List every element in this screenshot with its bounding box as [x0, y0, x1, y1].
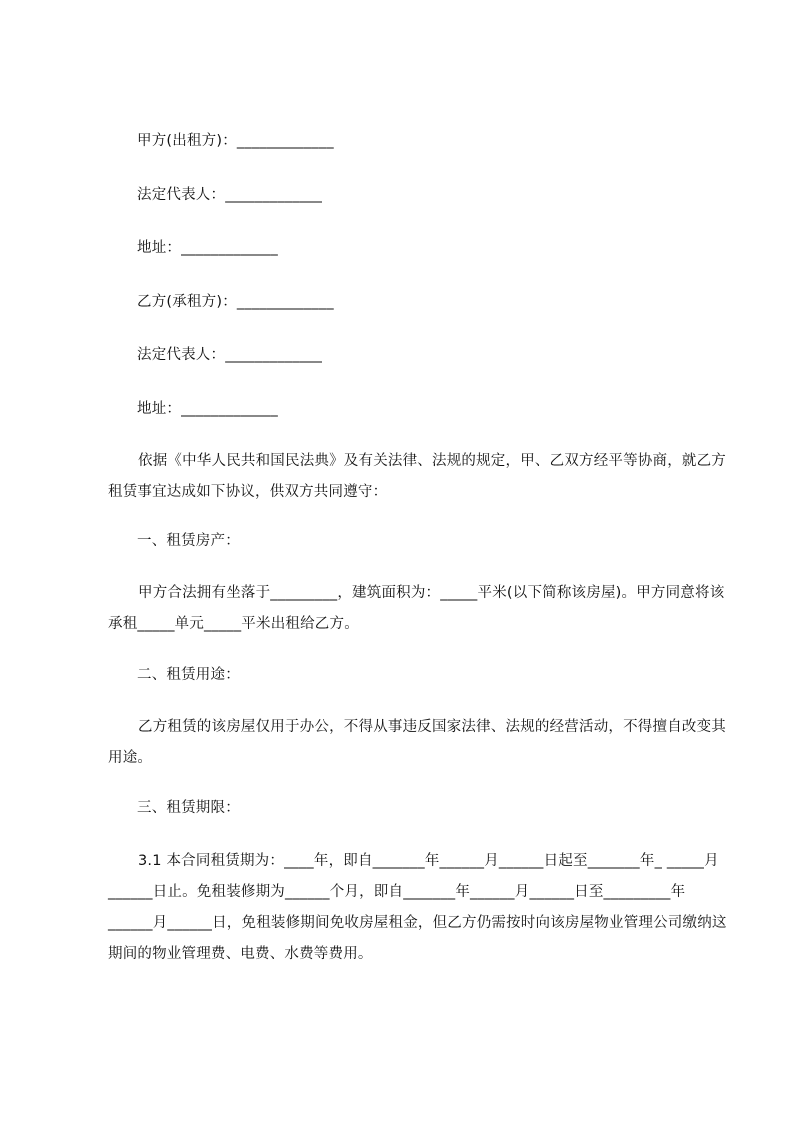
- section2-paragraph: 乙方租赁的该房屋仅用于办公，不得从事违反国家法律、法规的经营活动，不得擅自改变其用途。: [108, 719, 726, 766]
- party-b-representative: 法定代表人：_____________: [137, 347, 323, 363]
- preamble-paragraph: 依据《中华人民共和国民法典》及有关法律、法规的规定，甲、乙双方经平等协商，就乙方租赁事宜达成如下协议，供双方共同遵守：: [108, 453, 726, 500]
- section1-heading: 一、租赁房产：: [137, 533, 240, 549]
- section3-paragraph: 3.1 本合同租赁期为：____年，即自_______年______月______日起至_______年_ _____月______日止。免租装修期为______个月，即自_______年______月______日至_________年______月______日，免租装修期间免收房屋租金，但乙方仍需按时向该房屋物业管理公司缴纳这期间的物业管理费、电费、水费等费用。: [108, 853, 727, 962]
- party-a-address: 地址：_____________: [137, 240, 278, 256]
- section1-paragraph: 甲方合法拥有坐落于_________，建筑面积为：_____平米(以下简称该房屋)。甲方同意将该承租_____单元_____平米出租给乙方。: [108, 585, 725, 632]
- section3-heading: 三、租赁期限：: [137, 800, 240, 816]
- party-a-representative: 法定代表人：_____________: [137, 187, 323, 203]
- section2-heading: 二、租赁用途：: [137, 667, 240, 683]
- party-a-label: 甲方(出租方)：_____________: [137, 133, 334, 149]
- party-b-address: 地址：_____________: [137, 401, 278, 417]
- party-b-label: 乙方(承租方)：_____________: [137, 294, 334, 310]
